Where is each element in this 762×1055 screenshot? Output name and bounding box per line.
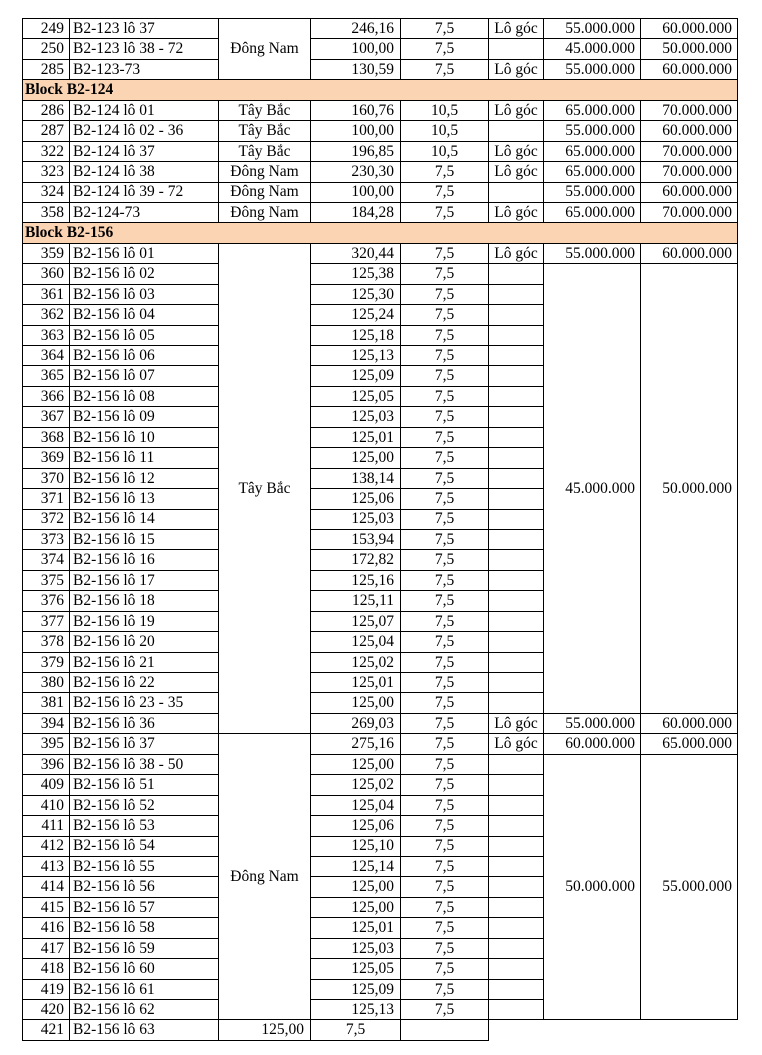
row-number-cell: 378 <box>23 632 70 652</box>
table-row <box>23 243 738 263</box>
position-cell <box>489 591 544 611</box>
position-cell <box>489 816 544 836</box>
area-cell: 230,30 <box>311 162 401 182</box>
price-max-cell: 65.000.000 <box>641 734 738 754</box>
block-label: Block B2-124 <box>23 80 738 100</box>
price-max-cell: 70.000.000 <box>641 141 738 161</box>
row-number-cell: 369 <box>23 448 70 468</box>
direction-cell: Tây Bắc <box>219 243 311 734</box>
lot-name-cell: B2-156 lô 58 <box>70 918 219 938</box>
lot-name-cell: B2-156 lô 63 <box>70 1020 219 1040</box>
row-number-cell: 374 <box>23 550 70 570</box>
position-cell <box>489 509 544 529</box>
row-number-cell: 360 <box>23 264 70 284</box>
road-width-cell: 7,5 <box>401 529 489 549</box>
price-min-cell: 55.000.000 <box>544 121 641 141</box>
position-cell <box>489 346 544 366</box>
price-max-cell: 60.000.000 <box>641 121 738 141</box>
direction-cell: Tây Bắc <box>219 121 311 141</box>
road-width-cell: 10,5 <box>401 121 489 141</box>
area-cell: 125,09 <box>311 366 401 386</box>
road-width-cell: 7,5 <box>401 325 489 345</box>
row-number-cell: 285 <box>23 59 70 79</box>
road-width-cell: 7,5 <box>401 959 489 979</box>
lot-name-cell: B2-156 lô 06 <box>70 346 219 366</box>
table-row <box>23 1020 738 1040</box>
row-number-cell: 409 <box>23 775 70 795</box>
row-number-cell: 370 <box>23 468 70 488</box>
position-cell <box>489 182 544 202</box>
direction-cell: Tây Bắc <box>219 141 311 161</box>
position-cell <box>489 754 544 774</box>
road-width-cell: 10,5 <box>401 141 489 161</box>
lot-name-cell: B2-156 lô 53 <box>70 816 219 836</box>
row-number-cell: 324 <box>23 182 70 202</box>
road-width-cell: 7,5 <box>401 570 489 590</box>
row-number-cell: 419 <box>23 979 70 999</box>
road-width-cell: 7,5 <box>401 713 489 733</box>
lot-name-cell: B2-156 lô 13 <box>70 489 219 509</box>
position-cell <box>489 468 544 488</box>
row-number-cell: 375 <box>23 570 70 590</box>
lot-name-cell: B2-156 lô 56 <box>70 877 219 897</box>
row-number-cell: 420 <box>23 1000 70 1020</box>
price-max-cell: 50.000.000 <box>641 264 738 714</box>
lot-name-cell: B2-156 lô 11 <box>70 448 219 468</box>
position-cell: Lô góc <box>489 141 544 161</box>
road-width-cell: 7,5 <box>401 877 489 897</box>
position-cell <box>489 366 544 386</box>
position-cell <box>489 959 544 979</box>
road-width-cell: 7,5 <box>401 468 489 488</box>
area-cell: 125,03 <box>311 407 401 427</box>
position-cell: Lô góc <box>489 734 544 754</box>
row-number-cell: 376 <box>23 591 70 611</box>
position-cell <box>489 836 544 856</box>
land-price-table <box>22 18 738 1041</box>
row-number-cell: 322 <box>23 141 70 161</box>
direction-cell: Đông Nam <box>219 202 311 222</box>
road-width-cell: 7,5 <box>401 305 489 325</box>
area-cell: 125,30 <box>311 284 401 304</box>
position-cell <box>489 264 544 284</box>
position-cell <box>489 877 544 897</box>
row-number-cell: 323 <box>23 162 70 182</box>
position-cell: Lô góc <box>489 100 544 120</box>
area-cell: 153,94 <box>311 529 401 549</box>
table-row <box>23 100 738 120</box>
row-number-cell: 421 <box>23 1020 70 1040</box>
lot-name-cell: B2-156 lô 07 <box>70 366 219 386</box>
position-cell <box>489 550 544 570</box>
table-row <box>23 713 738 733</box>
lot-name-cell: B2-156 lô 08 <box>70 386 219 406</box>
position-cell: Lô góc <box>489 202 544 222</box>
area-cell: 125,24 <box>311 305 401 325</box>
area-cell: 125,38 <box>311 264 401 284</box>
lot-name-cell: B2-156 lô 19 <box>70 611 219 631</box>
road-width-cell: 7,5 <box>401 795 489 815</box>
price-min-cell: 55.000.000 <box>544 59 641 79</box>
position-cell <box>489 979 544 999</box>
price-min-cell: 55.000.000 <box>544 182 641 202</box>
price-max-cell: 70.000.000 <box>641 162 738 182</box>
position-cell <box>489 611 544 631</box>
row-number-cell: 415 <box>23 897 70 917</box>
table-row <box>23 182 738 202</box>
row-number-cell: 377 <box>23 611 70 631</box>
area-cell: 125,06 <box>311 489 401 509</box>
area-cell: 125,11 <box>311 591 401 611</box>
price-max-cell: 60.000.000 <box>641 19 738 39</box>
lot-name-cell: B2-156 lô 20 <box>70 632 219 652</box>
price-max-cell: 60.000.000 <box>641 713 738 733</box>
area-cell: 125,00 <box>311 693 401 713</box>
row-number-cell: 358 <box>23 202 70 222</box>
lot-name-cell: B2-156 lô 62 <box>70 1000 219 1020</box>
area-cell: 125,00 <box>311 897 401 917</box>
row-number-cell: 372 <box>23 509 70 529</box>
area-cell: 125,10 <box>311 836 401 856</box>
lot-name-cell: B2-156 lô 36 <box>70 713 219 733</box>
area-cell: 125,03 <box>311 509 401 529</box>
area-cell: 269,03 <box>311 713 401 733</box>
row-number-cell: 361 <box>23 284 70 304</box>
row-number-cell: 417 <box>23 938 70 958</box>
row-number-cell: 414 <box>23 877 70 897</box>
row-number-cell: 394 <box>23 713 70 733</box>
road-width-cell: 7,5 <box>401 734 489 754</box>
position-cell: Lô góc <box>489 243 544 263</box>
road-width-cell: 7,5 <box>401 673 489 693</box>
row-number-cell: 418 <box>23 959 70 979</box>
row-number-cell: 287 <box>23 121 70 141</box>
block-label: Block B2-156 <box>23 223 738 243</box>
lot-name-cell: B2-156 lô 09 <box>70 407 219 427</box>
position-cell <box>489 325 544 345</box>
position-cell <box>489 693 544 713</box>
price-min-cell: 55.000.000 <box>544 243 641 263</box>
table-row <box>23 59 738 79</box>
lot-name-cell: B2-156 lô 57 <box>70 897 219 917</box>
lot-name-cell: B2-156 lô 61 <box>70 979 219 999</box>
direction-cell: Tây Bắc <box>219 100 311 120</box>
area-cell: 125,05 <box>311 386 401 406</box>
area-cell: 125,00 <box>219 1020 311 1040</box>
area-cell: 125,18 <box>311 325 401 345</box>
price-min-cell: 50.000.000 <box>544 754 641 1020</box>
lot-name-cell: B2-156 lô 12 <box>70 468 219 488</box>
lot-name-cell: B2-123 lô 38 - 72 <box>70 39 219 59</box>
area-cell: 125,03 <box>311 938 401 958</box>
lot-name-cell: B2-124 lô 39 - 72 <box>70 182 219 202</box>
lot-name-cell: B2-124 lô 37 <box>70 141 219 161</box>
area-cell: 125,04 <box>311 795 401 815</box>
row-number-cell: 371 <box>23 489 70 509</box>
area-cell: 125,13 <box>311 1000 401 1020</box>
road-width-cell: 7,5 <box>401 39 489 59</box>
road-width-cell: 7,5 <box>311 1020 401 1040</box>
road-width-cell: 7,5 <box>401 591 489 611</box>
position-cell <box>489 305 544 325</box>
price-max-cell: 70.000.000 <box>641 202 738 222</box>
row-number-cell: 373 <box>23 529 70 549</box>
position-cell <box>489 121 544 141</box>
position-cell <box>489 856 544 876</box>
road-width-cell: 7,5 <box>401 366 489 386</box>
table-row <box>23 264 738 284</box>
row-number-cell: 249 <box>23 19 70 39</box>
table-row <box>23 121 738 141</box>
road-width-cell: 7,5 <box>401 427 489 447</box>
road-width-cell: 7,5 <box>401 938 489 958</box>
lot-name-cell: B2-156 lô 18 <box>70 591 219 611</box>
road-width-cell: 7,5 <box>401 611 489 631</box>
road-width-cell: 7,5 <box>401 162 489 182</box>
road-width-cell: 7,5 <box>401 836 489 856</box>
position-cell <box>489 673 544 693</box>
row-number-cell: 366 <box>23 386 70 406</box>
table-row <box>23 39 738 59</box>
road-width-cell: 7,5 <box>401 489 489 509</box>
lot-name-cell: B2-156 lô 52 <box>70 795 219 815</box>
area-cell: 320,44 <box>311 243 401 263</box>
lot-name-cell: B2-156 lô 54 <box>70 836 219 856</box>
position-cell <box>489 407 544 427</box>
area-cell: 125,09 <box>311 979 401 999</box>
lot-name-cell: B2-156 lô 15 <box>70 529 219 549</box>
position-cell <box>489 284 544 304</box>
lot-name-cell: B2-124 lô 02 - 36 <box>70 121 219 141</box>
area-cell: 100,00 <box>311 39 401 59</box>
lot-name-cell: B2-124-73 <box>70 202 219 222</box>
position-cell <box>489 39 544 59</box>
price-max-cell: 50.000.000 <box>641 39 738 59</box>
price-min-cell: 65.000.000 <box>544 162 641 182</box>
lot-name-cell: B2-156 lô 21 <box>70 652 219 672</box>
position-cell <box>489 632 544 652</box>
row-number-cell: 367 <box>23 407 70 427</box>
road-width-cell: 7,5 <box>401 816 489 836</box>
position-cell <box>489 570 544 590</box>
price-max-cell: 60.000.000 <box>641 59 738 79</box>
position-cell <box>489 529 544 549</box>
area-cell: 125,00 <box>311 877 401 897</box>
area-cell: 184,28 <box>311 202 401 222</box>
area-cell: 100,00 <box>311 182 401 202</box>
row-number-cell: 286 <box>23 100 70 120</box>
price-max-cell: 70.000.000 <box>641 100 738 120</box>
road-width-cell: 7,5 <box>401 652 489 672</box>
row-number-cell: 411 <box>23 816 70 836</box>
lot-name-cell: B2-156 lô 14 <box>70 509 219 529</box>
lot-name-cell: B2-156 lô 37 <box>70 734 219 754</box>
row-number-cell: 363 <box>23 325 70 345</box>
area-cell: 275,16 <box>311 734 401 754</box>
lot-name-cell: B2-123-73 <box>70 59 219 79</box>
area-cell: 246,16 <box>311 19 401 39</box>
position-cell: Lô góc <box>489 59 544 79</box>
row-number-cell: 381 <box>23 693 70 713</box>
area-cell: 125,02 <box>311 652 401 672</box>
road-width-cell: 7,5 <box>401 407 489 427</box>
position-cell <box>489 448 544 468</box>
road-width-cell: 7,5 <box>401 632 489 652</box>
price-max-cell: 60.000.000 <box>641 182 738 202</box>
position-cell <box>489 775 544 795</box>
lot-name-cell: B2-123 lô 37 <box>70 19 219 39</box>
price-min-cell: 55.000.000 <box>544 713 641 733</box>
price-min-cell: 45.000.000 <box>544 264 641 714</box>
price-min-cell: 65.000.000 <box>544 100 641 120</box>
lot-name-cell: B2-156 lô 16 <box>70 550 219 570</box>
road-width-cell: 7,5 <box>401 979 489 999</box>
price-min-cell: 65.000.000 <box>544 202 641 222</box>
area-cell: 125,07 <box>311 611 401 631</box>
area-cell: 196,85 <box>311 141 401 161</box>
road-width-cell: 7,5 <box>401 775 489 795</box>
lot-name-cell: B2-124 lô 38 <box>70 162 219 182</box>
lot-name-cell: B2-156 lô 04 <box>70 305 219 325</box>
lot-name-cell: B2-156 lô 51 <box>70 775 219 795</box>
road-width-cell: 7,5 <box>401 754 489 774</box>
road-width-cell: 7,5 <box>401 550 489 570</box>
road-width-cell: 7,5 <box>401 897 489 917</box>
position-cell: Lô góc <box>489 162 544 182</box>
lot-name-cell: B2-156 lô 59 <box>70 938 219 958</box>
price-max-cell: 60.000.000 <box>641 243 738 263</box>
area-cell: 160,76 <box>311 100 401 120</box>
price-min-cell: 60.000.000 <box>544 734 641 754</box>
table-row <box>23 754 738 774</box>
direction-cell: Đông Nam <box>219 19 311 80</box>
area-cell: 125,14 <box>311 856 401 876</box>
area-cell: 125,01 <box>311 673 401 693</box>
row-number-cell: 365 <box>23 366 70 386</box>
lot-name-cell: B2-156 lô 60 <box>70 959 219 979</box>
road-width-cell: 7,5 <box>401 346 489 366</box>
direction-cell: Đông Nam <box>219 734 311 1020</box>
table-row <box>23 141 738 161</box>
price-min-cell: 55.000.000 <box>544 19 641 39</box>
road-width-cell: 7,5 <box>401 284 489 304</box>
row-number-cell: 250 <box>23 39 70 59</box>
position-cell <box>489 652 544 672</box>
road-width-cell: 7,5 <box>401 182 489 202</box>
area-cell: 125,13 <box>311 346 401 366</box>
row-number-cell: 359 <box>23 243 70 263</box>
area-cell: 125,01 <box>311 427 401 447</box>
lot-name-cell: B2-156 lô 03 <box>70 284 219 304</box>
lot-name-cell: B2-156 lô 05 <box>70 325 219 345</box>
area-cell: 125,04 <box>311 632 401 652</box>
position-cell <box>489 386 544 406</box>
road-width-cell: 10,5 <box>401 100 489 120</box>
table-body <box>23 19 738 1041</box>
position-cell <box>489 489 544 509</box>
row-number-cell: 395 <box>23 734 70 754</box>
row-number-cell: 379 <box>23 652 70 672</box>
position-cell <box>401 1020 489 1040</box>
table-row <box>23 202 738 222</box>
position-cell <box>489 1000 544 1020</box>
lot-name-cell: B2-156 lô 22 <box>70 673 219 693</box>
row-number-cell: 380 <box>23 673 70 693</box>
lot-name-cell: B2-156 lô 55 <box>70 856 219 876</box>
position-cell <box>489 427 544 447</box>
price-max-cell: 55.000.000 <box>641 754 738 1020</box>
position-cell <box>489 938 544 958</box>
area-cell: 125,06 <box>311 816 401 836</box>
price-min-cell: 65.000.000 <box>544 141 641 161</box>
lot-name-cell: B2-156 lô 23 - 35 <box>70 693 219 713</box>
road-width-cell: 7,5 <box>401 918 489 938</box>
road-width-cell: 7,5 <box>401 1000 489 1020</box>
area-cell: 130,59 <box>311 59 401 79</box>
table-row <box>23 734 738 754</box>
area-cell: 125,01 <box>311 918 401 938</box>
position-cell: Lô góc <box>489 713 544 733</box>
direction-cell: Đông Nam <box>219 182 311 202</box>
position-cell <box>489 795 544 815</box>
road-width-cell: 7,5 <box>401 509 489 529</box>
area-cell: 125,05 <box>311 959 401 979</box>
row-number-cell: 396 <box>23 754 70 774</box>
road-width-cell: 7,5 <box>401 243 489 263</box>
block-header-row <box>23 223 738 243</box>
lot-name-cell: B2-156 lô 02 <box>70 264 219 284</box>
position-cell: Lô góc <box>489 19 544 39</box>
road-width-cell: 7,5 <box>401 448 489 468</box>
road-width-cell: 7,5 <box>401 19 489 39</box>
row-number-cell: 368 <box>23 427 70 447</box>
road-width-cell: 7,5 <box>401 693 489 713</box>
road-width-cell: 7,5 <box>401 202 489 222</box>
position-cell <box>489 897 544 917</box>
position-cell <box>489 918 544 938</box>
price-min-cell: 45.000.000 <box>544 39 641 59</box>
block-header-row <box>23 80 738 100</box>
row-number-cell: 410 <box>23 795 70 815</box>
row-number-cell: 413 <box>23 856 70 876</box>
area-cell: 100,00 <box>311 121 401 141</box>
lot-name-cell: B2-156 lô 01 <box>70 243 219 263</box>
row-number-cell: 412 <box>23 836 70 856</box>
area-cell: 125,00 <box>311 754 401 774</box>
lot-name-cell: B2-156 lô 38 - 50 <box>70 754 219 774</box>
row-number-cell: 362 <box>23 305 70 325</box>
lot-name-cell: B2-156 lô 10 <box>70 427 219 447</box>
area-cell: 125,00 <box>311 448 401 468</box>
area-cell: 125,02 <box>311 775 401 795</box>
lot-name-cell: B2-124 lô 01 <box>70 100 219 120</box>
area-cell: 138,14 <box>311 468 401 488</box>
table-row <box>23 162 738 182</box>
row-number-cell: 416 <box>23 918 70 938</box>
road-width-cell: 7,5 <box>401 264 489 284</box>
lot-name-cell: B2-156 lô 17 <box>70 570 219 590</box>
row-number-cell: 364 <box>23 346 70 366</box>
direction-cell: Đông Nam <box>219 162 311 182</box>
road-width-cell: 7,5 <box>401 59 489 79</box>
table-row <box>23 19 738 39</box>
area-cell: 125,16 <box>311 570 401 590</box>
area-cell: 172,82 <box>311 550 401 570</box>
road-width-cell: 7,5 <box>401 856 489 876</box>
road-width-cell: 7,5 <box>401 386 489 406</box>
